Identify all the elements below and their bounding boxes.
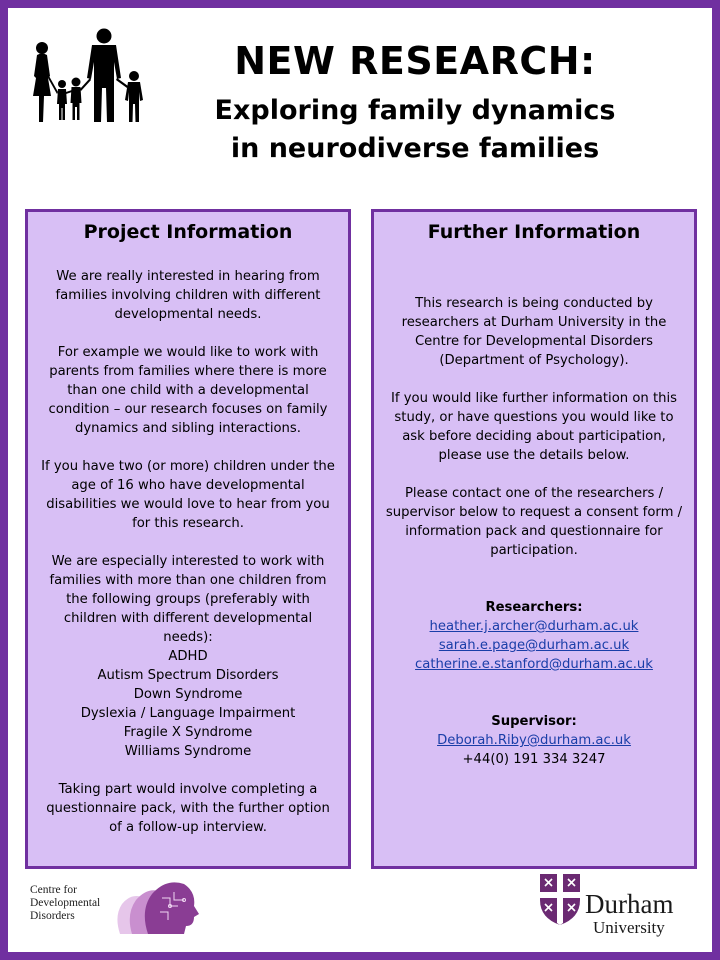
- further-information-panel: [371, 209, 697, 869]
- project-information-panel: [25, 209, 351, 869]
- supervisor-phone: +44(0) 191 334 3247: [462, 752, 606, 767]
- further-para-1: This research is being conducted by researchers at Durham University in the Centre for Developmental Disorders (Department of Psychology).: [401, 296, 667, 368]
- condition-item: Autism Spectrum Disorders: [97, 668, 279, 683]
- project-para-3: If you have two (or more) children under the age of 16 who have developmental disabilities we would love to hear from you for this research.: [41, 459, 335, 531]
- condition-item: Williams Syndrome: [124, 744, 252, 759]
- family-silhouette-icon: [24, 26, 152, 126]
- researchers-label: Researchers:: [485, 600, 583, 615]
- durham-crest-icon: [538, 872, 582, 926]
- further-information-heading: Further Information: [427, 221, 641, 243]
- cdd-line-2: Developmental: [30, 897, 101, 909]
- supervisor-label: Supervisor:: [491, 714, 577, 729]
- poster-title: [150, 38, 680, 168]
- project-para-5: Taking part would involve completing a questionnaire pack, with the further option of a follow-up interview.: [46, 782, 330, 835]
- cdd-line-3: Disorders: [30, 910, 75, 922]
- head-profiles-icon: [110, 876, 200, 936]
- condition-item: ADHD: [168, 649, 208, 664]
- title-line-1: NEW RESEARCH:: [234, 39, 596, 83]
- project-information-heading: Project Information: [83, 221, 293, 243]
- researcher-email-link[interactable]: heather.j.archer@durham.ac.uk: [429, 619, 639, 634]
- condition-item: Fragile X Syndrome: [123, 725, 253, 740]
- supervisor-email-link[interactable]: Deborah.Riby@durham.ac.uk: [437, 733, 631, 748]
- title-line-2: Exploring family dynamics: [214, 95, 616, 126]
- researcher-email-link[interactable]: sarah.e.page@durham.ac.uk: [438, 638, 630, 653]
- durham-university-logo: [538, 870, 703, 942]
- durham-wordmark: Durham: [585, 889, 674, 919]
- further-para-3: Please contact one of the researchers / supervisor below to request a consent form / information pack and questionnaire for participation.: [385, 486, 683, 558]
- project-para-2: For example we would like to work with parents from families where there is more than one child with a developmental condition – our research focuses on family dynamics and sibling interactions.: [48, 345, 328, 436]
- project-para-1: We are really interested in hearing from families involving children with different developmental needs.: [55, 269, 321, 322]
- condition-item: Dyslexia / Language Impairment: [80, 706, 296, 721]
- university-wordmark: University: [593, 918, 665, 937]
- cdd-logo: [30, 876, 200, 938]
- title-line-3: in neurodiverse families: [230, 133, 600, 164]
- further-para-2: If you would like further information on this study, or have questions you would like to ask before deciding about participation, please use the details below.: [390, 391, 678, 463]
- cdd-line-1: Centre for: [30, 884, 77, 896]
- researcher-email-link[interactable]: catherine.e.stanford@durham.ac.uk: [415, 657, 653, 672]
- condition-item: Down Syndrome: [133, 687, 243, 702]
- cdd-logo-text: [30, 884, 100, 923]
- project-para-4: We are especially interested to work with families with more than one children from the following groups (preferably with children with different developmental needs):: [49, 554, 327, 645]
